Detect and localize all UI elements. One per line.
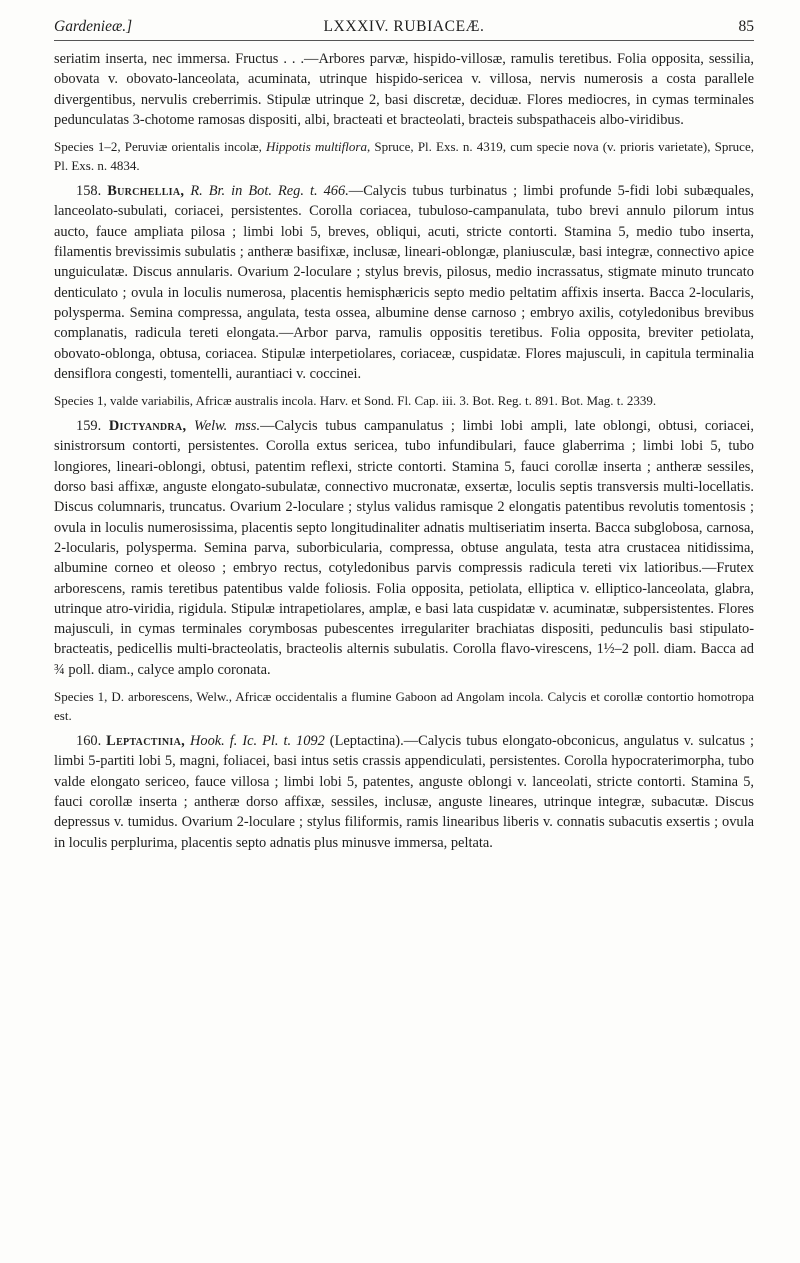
document-page <box>54 0 754 853</box>
genus-description: —Calycis tubus campanulatus ; limbi lobi ampli, late oblongi, obtusi, coriacei, sinistrorsum contorti, persistentes. Corolla extus sericea, tubo infundibulari, fauce glaberrima ; limbi lobi 5, tubo longiores, lineari-oblongi, obtusi, patentim reflexi, stricte contorti. Stamina 5, fauci corollæ inserta ; antheræ sessiles, dorso basi affixæ, anguste elongato-subulatæ, connectivo mucronatæ, exsertæ, loculis septis transversis multi-locellatis. Discus columnaris, truncatus. Ovarium 2-loculare ; stylus validus ramisque 2 elongatis patentibus revolutis tomentosis ; ovula in loculis numerosissima, placentis septo longitudinaliter adnatis multiseriatim inserta. Bacca subglobosa, carnosa, 2-locularis, polysperma. Semina parva, suborbicularia, compressa, obtuse angulata, testa atra crustacea nitidissima, albumine corneo et oleoso ; embryo rectus, cotyledonibus parvis compressis radicula tereti vix latioribus.—Frutex arborescens, ramis teretibus patentibus valde foliosis. Folia opposita, petiolata, elliptica v. elliptico-lanceolata, glabra, utrinque atro-viridia, rigidula. Stipulæ intrapetiolares, amplæ, e basi lata cuspidatæ v. acuminatæ, subpersistentes. Flores majusculi, in cymas terminales corymbosas pubescentes irregulariter brachiatas dispositi, pedunculis basi stipulato-bracteatis, pedicellis multi-bracteolatis, bracteolis alternis subulatis. Corolla flavo-virescens, 1½–2 poll. diam. Bacca ad ¾ poll. diam., calyce amplo coronata. <box>54 418 754 678</box>
genus-entry-158 <box>54 181 754 384</box>
genus-name: Burchellia, <box>107 183 185 200</box>
intro-paragraph: seriatim inserta, nec immersa. Fructus . . .—Arbores parvæ, hispido-villosæ, ramulis teretibus. Folia opposita, sessilia, obovata v. obovato-lanceolata, acuminata, utrinque hispido-sericea v. villosa, nervis numerosis a costa parallele divergentibus, nervulis creberrimis. Stipulæ utrinque 2, basi discretæ, deciduæ. Flores mediocres, in cymas terminales pedunculatas 3-chotome ramosas dispositi, albi, bracteati et bracteolati, bracteis subspathaceis albo-viridibus. <box>54 51 754 128</box>
species-name: Hippotis multiflora <box>266 139 367 155</box>
running-header <box>54 14 754 41</box>
genus-number: 160. <box>76 733 102 750</box>
genus-number: 159. <box>76 418 102 435</box>
header-title: LXXXIV. RUBIACEÆ. <box>323 18 485 35</box>
species-note-159: Species 1, D. arborescens, Welw., Africæ occidentalis a flumine Gaboon ad Angolam incola. Calycis et corollæ contortio homotropa est. <box>54 689 754 724</box>
genus-entry-160 <box>54 731 754 853</box>
header-section: Gardenieæ.] <box>54 18 133 35</box>
page-body <box>54 49 754 853</box>
genus-description: —Calycis tubus turbinatus ; limbi profunde 5-fidi lobi subæquales, lanceolato-subulati, coriacei, persistentes. Corolla coriacea, tubuloso-campanulata, tubo brevi annulo pilorum intus aucto, fauce ampliata pilosa ; limbi lobi 5, breves, obliqui, acuti, stricte contorti. Stamina 5, medio tubo inserta, filamentis brevissimis subulatis ; antheræ basifixæ, inclusæ, lineari-oblongæ, planiusculæ, basi integræ, connectivo apice unguiculatæ. Discus annularis. Ovarium 2-loculare ; stylus brevis, pilosus, medio incrassatus, stigmate minuto truncato denticulato ; ovula in loculis numerosa, placentis hemisphæricis septo medio peltatim affixis inserta. Bacca 2-locularis, polysperma. Semina compressa, angulata, testa ossea, albumine dense carnoso ; embryo axilis, cotyledonibus brevibus complanatis, radicula tereti elongata.—Arbor parva, ramulis oppositis teretibus. Folia opposita, breviter petiolata, obovato-oblonga, obtusa, coriacea. Stipulæ interpetiolares, coriaceæ, cuspidatæ. Flores majusculi, in capitula terminalia densiflora congesti, tomentelli, aurantiaci v. coccinei. <box>54 183 754 382</box>
genus-citation: Welw. mss. <box>194 418 261 435</box>
genus-name: Leptactinia, <box>106 733 186 750</box>
genus-number: 158. <box>76 183 102 200</box>
intro-species-note: Species 1–2, Peruviæ orientalis incolæ, Hippotis multiflora, Spruce, Pl. Exs. n. 4319, cum specie nova (v. prioris varietate), Spruce, Pl. Exs. n. 4834. <box>54 139 754 174</box>
page-number: 85 <box>738 18 754 35</box>
genus-citation: Hook. f. Ic. Pl. t. 1092 <box>190 733 325 750</box>
genus-entry-159 <box>54 416 754 680</box>
species-note-158: Species 1, valde variabilis, Africæ australis incola. Harv. et Sond. Fl. Cap. iii. 3. Bot. Reg. t. 891. Bot. Mag. t. 2339. <box>54 393 657 409</box>
genus-citation: R. Br. in Bot. Reg. t. 466. <box>190 183 349 200</box>
genus-description: (Leptactina).—Calycis tubus elongato-obconicus, angulatus v. sulcatus ; limbi 5-partiti lobi 5, magni, foliacei, basi intus setis crassis appendiculati, persistentes. Corolla hypocraterimorpha, tubo valde elongato sericeo, fauce villosa ; limbi lobi 5, patentes, anguste oblongi v. lanceolati, stricte contorti. Stamina 5, fauci corollæ inserta ; antheræ dorso affixæ, sessiles, inclusæ, anguste lineares, utrinque integræ, subacutæ. Discus depressus v. tumidus. Ovarium 2-loculare ; stylus filiformis, ramis linearibus liberis v. connatis subacutis exsertis ; ovula in loculis perplurima, placentis septo adnatis plus minusve immersa, peltata. <box>54 733 754 851</box>
genus-name: Dictyandra, <box>108 418 187 435</box>
